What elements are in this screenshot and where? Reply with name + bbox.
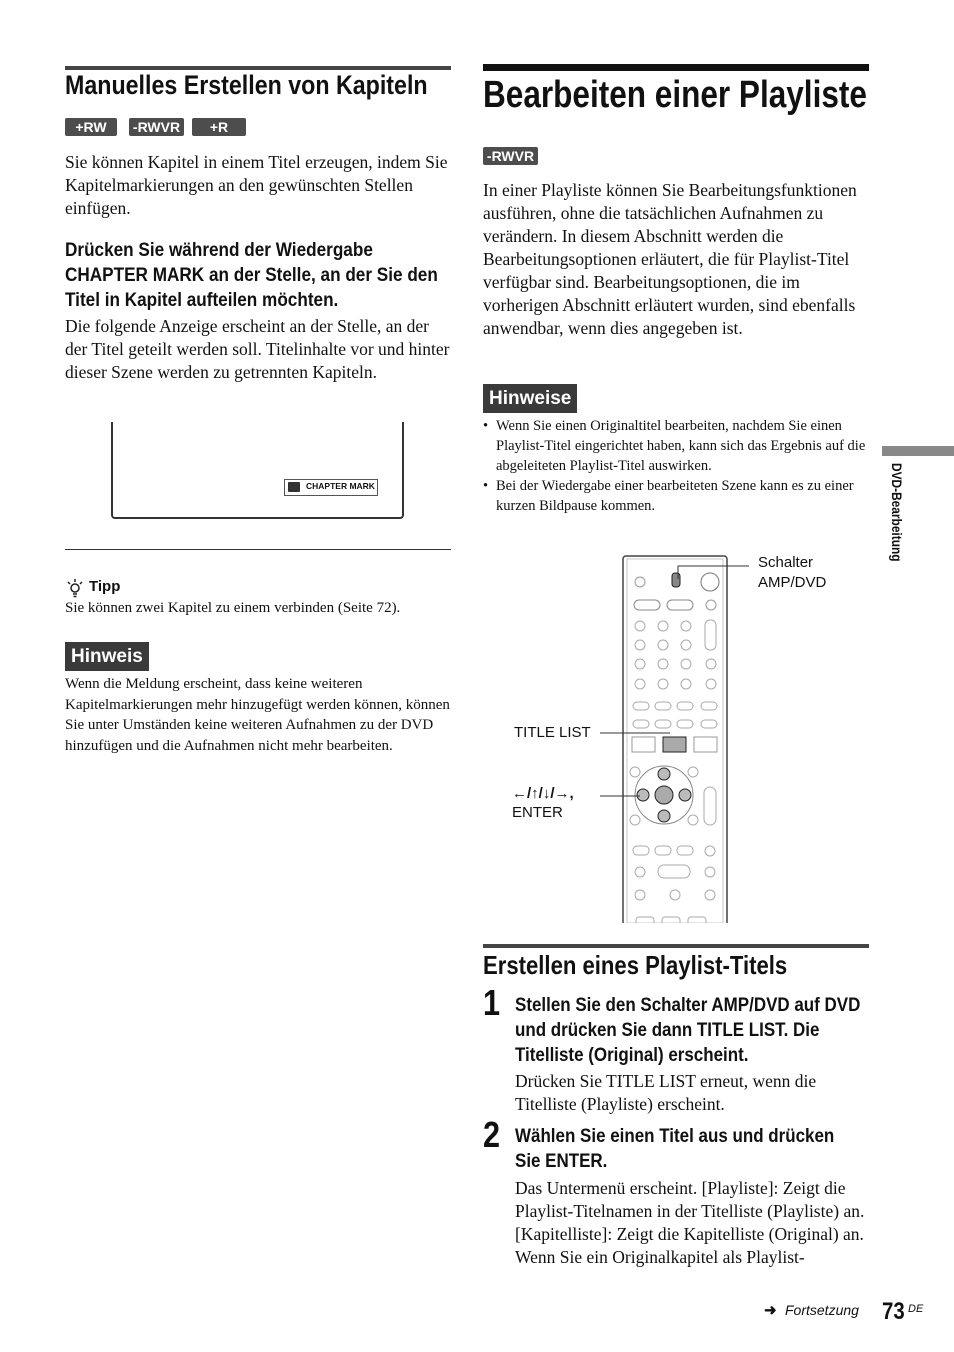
- badge-plus-rw: +RW: [65, 118, 117, 136]
- lightbulb-icon: [65, 578, 85, 598]
- enter-label: ENTER: [512, 804, 563, 821]
- note-text: Wenn die Meldung erscheint, dass keine weiteren Kapitelmarkierungen mehr hinzugefügt werden können, können Sie unter Umständen keine weiteren Aufnahmen zu der DVD hinzufügen und die Aufnahmen nicht mehr bearbeiten.: [65, 676, 450, 754]
- badge-minus-rwvr-right: -RWVR: [483, 147, 538, 165]
- notes-list: [483, 416, 886, 516]
- chapters-step-body: Die folgende Anzeige erscheint an der Stelle, an der der Titel geteilt werden soll. Titelinhalte vor und hinter dieser Szene werden zu getrennten Kapiteln.: [65, 316, 450, 382]
- tip-title: Tipp: [89, 578, 121, 595]
- clapper-icon: [288, 482, 300, 492]
- switch-amp-dvd-label: Schalter AMP/DVD: [758, 554, 827, 591]
- page-lang: DE: [908, 1303, 924, 1315]
- step-number-1: 1: [483, 982, 501, 1023]
- badge-plus-r: +R: [192, 118, 246, 136]
- section-heading-chapters: Manuelles Erstellen von Kapiteln: [65, 70, 428, 100]
- title-list-label: TITLE LIST: [514, 724, 591, 741]
- page-number: 73: [882, 1298, 905, 1325]
- chapter-mark-indicator: [284, 479, 378, 496]
- tv-screen-illustration: [111, 422, 404, 519]
- nav-arrows-label: ←/↑/↓/→,: [512, 785, 574, 802]
- chapters-intro: Sie können Kapitel in einem Titel erzeugen, indem Sie Kapitelmarkierungen an den gewünschten Stellen einfügen.: [65, 152, 448, 218]
- playlist-intro: In einer Playliste können Sie Bearbeitungsfunktionen ausführen, ohne die tatsächlichen Aufnahmen zu verändern. In diesem Abschnitt werden die Bearbeitungsoptionen erläutert, die für Playlist-Titel verfügbar sind. Bearbeitungsoptionen, die im vorherigen Abschnitt erläutert wurden, sind ebenfalls anwendbar, wenn dies angegeben ist.: [483, 180, 857, 338]
- tip-text: Sie können zwei Kapitel zu einem verbinden (Seite 72).: [65, 600, 401, 616]
- badge-minus-rwvr: -RWVR: [129, 118, 184, 136]
- chapter-mark-label: CHAPTER MARK: [306, 481, 375, 491]
- step-number-2: 2: [483, 1114, 501, 1155]
- note-item: • Bei der Wiedergabe einer bearbeiteten Szene kann es zu einer kurzen Bildpause kommen.: [496, 476, 886, 516]
- main-heading-playlist: Bearbeiten einer Playliste: [483, 74, 867, 116]
- step-1-title: Stellen Sie den Schalter AMP/DVD auf DVD und drücken Sie dann TITLE LIST. Die Titelliste (Original) erscheint.: [515, 994, 861, 1066]
- step-1-body: Drücken Sie TITLE LIST erneut, wenn die Titelliste (Playliste) erscheint.: [515, 1071, 817, 1114]
- step-2-body: Das Untermenü erscheint. [Playliste]: Zeigt die Playlist-Titelnamen in der Titelliste (Playliste) an. [Kapitelliste]: Zeigt die Kapitelliste (Original) an. Wenn Sie ein Originalkapitel als Playlist-: [515, 1178, 865, 1267]
- continue-label: Fortsetzung: [785, 1302, 859, 1318]
- chapters-step-heading: Drücken Sie während der Wiedergabe CHAPTER MARK an der Stelle, an der Sie den Titel in Kapitel aufteilen möchten.: [65, 239, 438, 311]
- note-label: Hinweis: [65, 642, 149, 671]
- note-item: • Wenn Sie einen Originaltitel bearbeiten, nachdem Sie einen Playlist-Titel eingerichtet haben, kann sich das Ergebnis auf die abgeleiteten Playlist-Titel auswirken.: [496, 416, 886, 476]
- continue-arrow-icon: ➜: [764, 1302, 777, 1319]
- sub-heading-create-playlist: Erstellen eines Playlist-Titels: [483, 950, 788, 980]
- callout-lines: [590, 560, 760, 820]
- notes-label: Hinweise: [483, 384, 577, 413]
- side-tab-bar: [882, 446, 954, 456]
- side-tab-label: DVD-Bearbeitung: [889, 463, 905, 562]
- step-2-title: Wählen Sie einen Titel aus und drücken Sie ENTER.: [515, 1125, 835, 1172]
